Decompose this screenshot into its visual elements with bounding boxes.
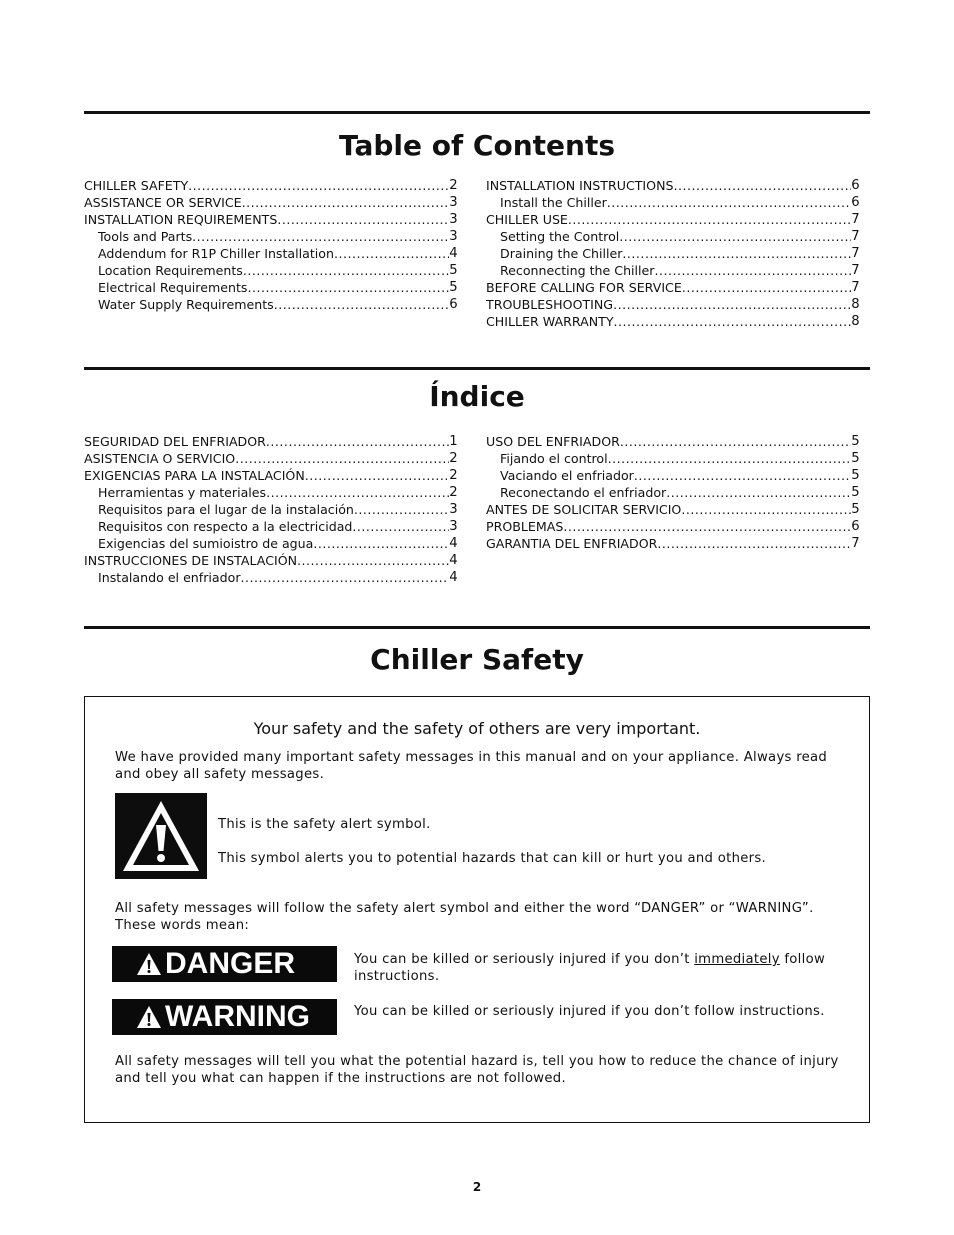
toc-entry-page: 4 <box>449 246 458 261</box>
toc-entry <box>486 501 860 518</box>
follow-text: All safety messages will follow the safety alert symbol and either the word “DANGER” or “WARNING”. These words mean: <box>115 901 814 933</box>
toc-entry <box>84 569 458 586</box>
toc-dot-leader <box>242 194 450 211</box>
toc-entry-page: 3 <box>449 519 458 534</box>
toc-entry-title: INSTALLATION INSTRUCTIONS <box>486 178 674 193</box>
toc-entry <box>486 467 860 484</box>
toc-entry-title: GARANTIA DEL ENFRIADOR <box>486 536 658 551</box>
toc-entry-page: 4 <box>449 553 458 568</box>
safety-alert-icon <box>115 793 207 879</box>
toc-dot-leader <box>352 518 449 535</box>
toc-entry <box>486 535 860 552</box>
toc-entry-title: Water Supply Requirements <box>98 297 274 312</box>
toc-dot-leader <box>607 194 852 211</box>
toc-entry-title: Herramientas y materiales <box>98 485 267 500</box>
toc-entry <box>486 484 860 501</box>
toc-dot-leader <box>247 279 449 296</box>
toc-dot-leader <box>568 211 851 228</box>
toc-entry-page: 3 <box>449 195 458 210</box>
divider-indice <box>84 367 870 370</box>
toc-entry-page: 8 <box>851 314 860 329</box>
toc-entry-page: 5 <box>851 434 860 449</box>
toc-entry <box>486 313 860 330</box>
symbol-line-1: This is the safety alert symbol. <box>218 817 431 832</box>
toc-entry <box>486 211 860 228</box>
toc-entry <box>84 279 458 296</box>
toc-entry-page: 3 <box>449 229 458 244</box>
toc-dot-leader <box>608 450 852 467</box>
toc-entry-title: INSTALLATION REQUIREMENTS <box>84 212 278 227</box>
toc-dot-leader <box>192 228 449 245</box>
toc-dot-leader <box>620 433 851 450</box>
toc-dot-leader <box>305 467 450 484</box>
safety-title: Chiller Safety <box>370 643 584 676</box>
toc-entry-title: ASSISTANCE OR SERVICE <box>84 195 242 210</box>
toc-entry-title: Vaciando el enfriador <box>500 468 634 483</box>
toc-entry <box>84 518 458 535</box>
safety-intro-title: Your safety and the safety of others are very important. <box>253 719 701 738</box>
toc-entry <box>486 279 860 296</box>
toc-entry-title: Instalando el enfriador <box>98 570 241 585</box>
toc-entry-page: 7 <box>851 246 860 261</box>
toc-entry-page: 6 <box>851 519 860 534</box>
toc-entry-page: 2 <box>449 468 458 483</box>
toc-entry-page: 5 <box>851 468 860 483</box>
warning-word: WARNING <box>165 1000 310 1033</box>
toc-entry <box>84 211 458 228</box>
toc-entry-page: 5 <box>449 280 458 295</box>
toc-entry <box>84 177 458 194</box>
toc-dot-leader <box>634 467 851 484</box>
toc-entry-page: 7 <box>851 536 860 551</box>
toc-entry <box>486 228 860 245</box>
toc-entry <box>84 194 458 211</box>
toc-entry-title: EXIGENCIAS PARA LA INSTALACIÓN <box>84 468 305 483</box>
toc-dot-leader <box>619 228 851 245</box>
warning-triangle-icon <box>136 952 162 976</box>
toc-dot-leader <box>682 279 851 296</box>
toc-entry-page: 2 <box>449 178 458 193</box>
toc-entry-page: 6 <box>449 297 458 312</box>
toc-entry-title: Reconectando el enfriador <box>500 485 667 500</box>
toc-entry-title: TROUBLESHOOTING <box>486 297 614 312</box>
toc-entry-page: 4 <box>449 536 458 551</box>
divider-safety <box>84 626 870 629</box>
toc-left-column <box>84 177 458 313</box>
toc-entry <box>84 245 458 262</box>
toc-entry <box>486 245 860 262</box>
toc-dot-leader <box>654 262 851 279</box>
toc-dot-leader <box>563 518 851 535</box>
toc-dot-leader <box>666 484 851 501</box>
toc-entry-title: Install the Chiller <box>500 195 607 210</box>
toc-entry <box>486 433 860 450</box>
toc-entry <box>84 535 458 552</box>
toc-dot-leader <box>334 245 449 262</box>
toc-dot-leader <box>297 552 449 569</box>
toc-entry <box>486 518 860 535</box>
toc-entry-page: 6 <box>851 178 860 193</box>
toc-dot-leader <box>235 450 449 467</box>
danger-label <box>112 946 337 982</box>
toc-dot-leader <box>673 177 851 194</box>
warning-label <box>112 999 337 1035</box>
toc-dot-leader <box>241 569 450 586</box>
symbol-line-2: This symbol alerts you to potential hazards that can kill or hurt you and others. <box>218 851 767 866</box>
danger-text: You can be killed or seriously injured if you don’t immediately follow instructions. <box>354 952 826 984</box>
toc-entry-page: 5 <box>851 451 860 466</box>
danger-word: DANGER <box>165 947 296 980</box>
toc-entry <box>486 177 860 194</box>
toc-entry-title: ASISTENCIA O SERVICIO <box>84 451 236 466</box>
toc-dot-leader <box>681 501 851 518</box>
toc-entry-title: Setting the Control <box>500 229 620 244</box>
toc-entry-page: 2 <box>449 485 458 500</box>
toc-entry-page: 1 <box>449 434 458 449</box>
toc-entry-page: 7 <box>851 229 860 244</box>
toc-entry-title: Requisitos para el lugar de la instalación <box>98 502 354 517</box>
safety-box <box>84 696 870 1123</box>
toc-dot-leader <box>243 262 449 279</box>
closing-text: All safety messages will tell you what the potential hazard is, tell you how to reduce the chance of injury and tell you what can happen if the instructions are not followed. <box>115 1054 839 1086</box>
toc-entry <box>84 467 458 484</box>
indice-title: Índice <box>429 380 525 413</box>
toc-entry-title: Addendum for R1P Chiller Installation <box>98 246 334 261</box>
toc-entry-title: Tools and Parts <box>98 229 193 244</box>
toc-entry <box>84 433 458 450</box>
warning-triangle-icon <box>136 1005 162 1029</box>
toc-entry-title: Exigencias del sumioistro de agua <box>98 536 314 551</box>
toc-entry-title: Draining the Chiller <box>500 246 623 261</box>
toc-entry <box>486 450 860 467</box>
toc-dot-leader <box>266 433 449 450</box>
toc-entry-page: 5 <box>851 502 860 517</box>
toc-entry <box>84 552 458 569</box>
safety-intro-text: We have provided many important safety messages in this manual and on your appliance. Always read and obey all safety messages. <box>115 750 828 782</box>
toc-dot-leader <box>614 313 852 330</box>
indice-left-column <box>84 433 458 586</box>
toc-entry-title: CHILLER USE <box>486 212 568 227</box>
warning-text: You can be killed or seriously injured if you don’t follow instructions. <box>354 1004 825 1019</box>
toc-dot-leader <box>622 245 851 262</box>
toc-entry <box>486 262 860 279</box>
toc-entry-title: Location Requirements <box>98 263 243 278</box>
toc-dot-leader <box>354 501 449 518</box>
toc-entry <box>84 262 458 279</box>
toc-entry <box>84 501 458 518</box>
toc-entry-page: 8 <box>851 297 860 312</box>
page-number: 2 <box>472 1180 482 1194</box>
indice-right-column <box>486 433 860 552</box>
toc-entry-title: Reconnecting the Chiller <box>500 263 655 278</box>
toc-entry-title: INSTRUCCIONES DE INSTALACIÓN <box>84 553 298 568</box>
toc-entry-page: 3 <box>449 502 458 517</box>
toc-entry-page: 7 <box>851 280 860 295</box>
divider-toc <box>84 111 870 114</box>
toc-entry <box>84 296 458 313</box>
toc-entry-page: 4 <box>449 570 458 585</box>
toc-entry <box>84 228 458 245</box>
toc-entry <box>84 450 458 467</box>
toc-dot-leader <box>274 296 450 313</box>
toc-entry <box>84 484 458 501</box>
toc-entry-title: ANTES DE SOLICITAR SERVICIO <box>486 502 682 517</box>
toc-entry-title: PROBLEMAS <box>486 519 564 534</box>
toc-entry <box>486 194 860 211</box>
toc-dot-leader <box>188 177 449 194</box>
toc-entry-page: 7 <box>851 212 860 227</box>
toc-entry-page: 6 <box>851 195 860 210</box>
toc-entry-page: 3 <box>449 212 458 227</box>
toc-dot-leader <box>266 484 449 501</box>
toc-dot-leader <box>277 211 449 228</box>
toc-dot-leader <box>613 296 851 313</box>
toc-entry-title: Electrical Requirements <box>98 280 248 295</box>
toc-entry-title: CHILLER SAFETY <box>84 178 189 193</box>
toc-entry-page: 2 <box>449 451 458 466</box>
toc-entry-page: 5 <box>851 485 860 500</box>
toc-entry-title: Requisitos con respecto a la electricidad <box>98 519 353 534</box>
toc-dot-leader <box>657 535 851 552</box>
toc-entry-title: SEGURIDAD DEL ENFRIADOR <box>84 434 266 449</box>
toc-entry-title: BEFORE CALLING FOR SERVICE <box>486 280 682 295</box>
toc-entry-page: 5 <box>449 263 458 278</box>
toc-entry-page: 7 <box>851 263 860 278</box>
toc-entry-title: CHILLER WARRANTY <box>486 314 614 329</box>
immediately-underlined: immediately <box>694 952 780 967</box>
toc-entry-title: USO DEL ENFRIADOR <box>486 434 620 449</box>
toc-title: Table of Contents <box>338 129 615 162</box>
toc-entry-title: Fijando el control <box>500 451 608 466</box>
toc-entry <box>486 296 860 313</box>
toc-dot-leader <box>313 535 449 552</box>
toc-right-column <box>486 177 860 330</box>
